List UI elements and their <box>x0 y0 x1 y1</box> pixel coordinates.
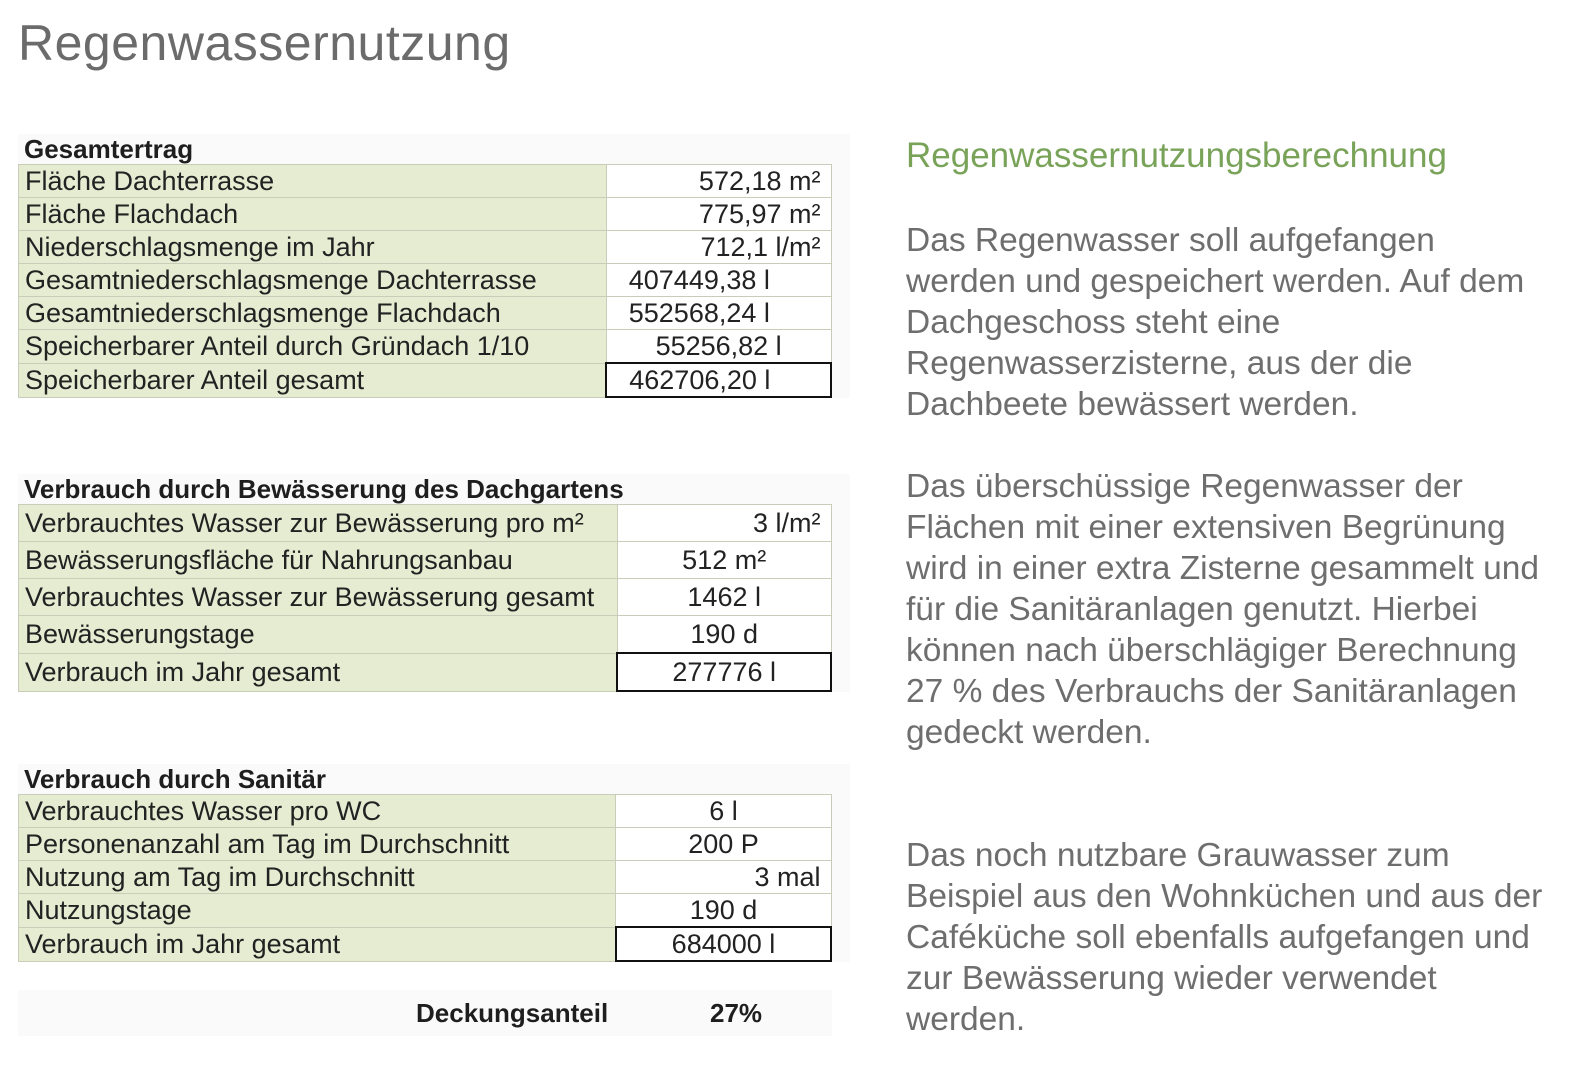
row-value: 1462 l <box>617 579 831 616</box>
table-row <box>19 894 832 928</box>
row-value: 190 d <box>617 616 831 654</box>
row-label: Verbrauchtes Wasser zur Bewässerung pro m² <box>19 505 618 542</box>
table-row <box>19 795 832 828</box>
row-label: Verbrauch im Jahr gesamt <box>19 653 618 691</box>
row-label: Nutzungstage <box>19 894 616 928</box>
row-label: Verbrauch im Jahr gesamt <box>19 927 616 961</box>
row-label: Verbrauchtes Wasser pro WC <box>19 795 616 828</box>
section-title: Gesamtertrag <box>24 134 194 164</box>
row-value: 3 mal <box>616 861 831 894</box>
row-value-total: 462706,20 l <box>606 363 831 397</box>
table-row <box>19 616 832 654</box>
row-label: Bewässerungstage <box>19 616 618 654</box>
table-row <box>19 542 832 579</box>
row-value: 512 m² <box>617 542 831 579</box>
section-title: Verbrauch durch Sanitär <box>24 764 326 794</box>
table-bewaesserung <box>18 474 850 692</box>
paragraph-3: Das noch nutzbare Grauwasser zum Beispiel aus den Wohnküchen und aus der Caféküche soll ebenfalls aufgefangen und zur Bewässerung wieder verwendet werden. <box>906 837 1543 1038</box>
row-value: 200 P <box>616 828 831 861</box>
data-table <box>18 504 832 692</box>
table-row <box>19 165 832 198</box>
row-label: Gesamtniederschlagsmenge Flachdach <box>19 297 607 330</box>
row-label: Nutzung am Tag im Durchschnitt <box>19 861 616 894</box>
table-row <box>19 330 832 364</box>
coverage-value: 27% <box>710 998 763 1028</box>
table-gesamtertrag <box>18 134 850 398</box>
row-label: Personenanzahl am Tag im Durchschnitt <box>19 828 616 861</box>
table-row <box>19 828 832 861</box>
row-label: Verbrauchtes Wasser zur Bewässerung gesamt <box>19 579 618 616</box>
row-label: Speicherbarer Anteil durch Gründach 1/10 <box>19 330 607 364</box>
table-row <box>19 579 832 616</box>
paragraph-2: Das überschüssige Regenwasser der Flächen mit einer extensiven Begrünung wird in einer extra Zisterne gesammelt und für die Sanitäranlagen genutzt. Hierbei können nach überschlägiger Berechnung 27 % des Verbrauchs der Sanitäranlagen gedeckt werden. <box>906 468 1540 751</box>
row-value: 190 d <box>616 894 831 928</box>
row-value-total: 277776 l <box>617 653 831 691</box>
row-value: 6 l <box>616 795 831 828</box>
table-row-total <box>19 653 832 691</box>
table-row-total <box>19 363 832 397</box>
row-value: 552568,24 l <box>606 297 831 330</box>
row-value: 572,18 m² <box>606 165 831 198</box>
table-row-total <box>19 927 832 961</box>
table-row <box>19 505 832 542</box>
table-sanitaer <box>18 764 850 962</box>
row-label: Speicherbarer Anteil gesamt <box>19 363 607 397</box>
table-row <box>19 231 832 264</box>
row-value: 55256,82 l <box>606 330 831 364</box>
row-label: Fläche Dachterrasse <box>19 165 607 198</box>
row-label: Niederschlagsmenge im Jahr <box>19 231 607 264</box>
table-row <box>19 861 832 894</box>
section-title: Verbrauch durch Bewässerung des Dachgartens <box>24 474 624 504</box>
table-row <box>19 198 832 231</box>
page-title: Regenwassernutzung <box>18 15 511 71</box>
data-table <box>18 164 832 398</box>
coverage-summary <box>18 990 832 1036</box>
coverage-label: Deckungsanteil <box>416 998 609 1028</box>
row-value: 712,1 l/m² <box>606 231 831 264</box>
table-row <box>19 264 832 297</box>
row-value-total: 684000 l <box>616 927 831 961</box>
side-heading: Regenwassernutzungsberechnung <box>906 136 1447 175</box>
row-label: Fläche Flachdach <box>19 198 607 231</box>
row-value: 775,97 m² <box>606 198 831 231</box>
row-value: 407449,38 l <box>606 264 831 297</box>
row-label: Gesamtniederschlagsmenge Dachterrasse <box>19 264 607 297</box>
data-table <box>18 794 832 962</box>
row-value: 3 l/m² <box>617 505 831 542</box>
table-row <box>19 297 832 330</box>
paragraph-1: Das Regenwasser soll aufgefangen werden und gespeichert werden. Auf dem Dachgeschoss steht eine Regenwasserzisterne, aus der die Dachbeete bewässert werden. <box>906 222 1525 423</box>
row-label: Bewässerungsfläche für Nahrungsanbau <box>19 542 618 579</box>
